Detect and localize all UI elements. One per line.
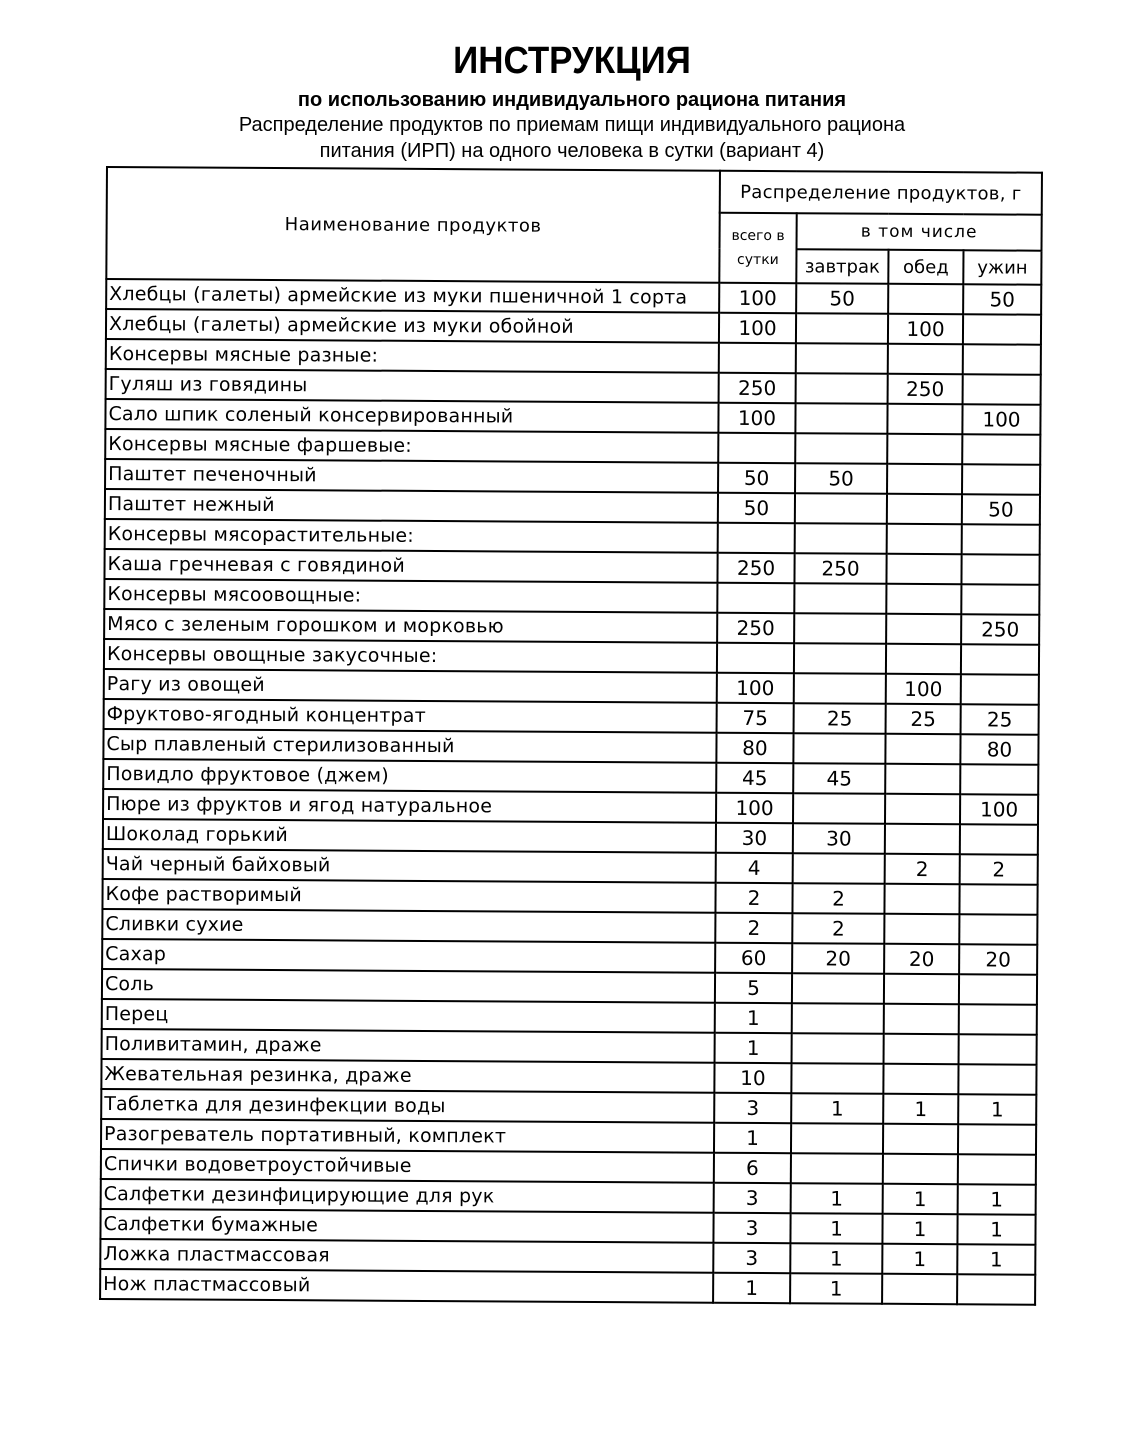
product-name-cell: Сыр плавленый стерилизованный — [103, 729, 716, 763]
lunch-cell — [887, 494, 962, 524]
breakfast-cell: 1 — [790, 1273, 882, 1304]
total-cell: 50 — [718, 463, 795, 493]
lunch-cell — [888, 344, 963, 374]
dinner-cell: 1 — [957, 1214, 1035, 1244]
total-cell: 100 — [718, 403, 795, 433]
total-cell: 30 — [716, 823, 793, 853]
product-name-cell: Рагу из овощей — [104, 669, 717, 703]
document-header — [0, 38, 1144, 164]
breakfast-cell — [796, 373, 888, 404]
product-name-cell: Жевательная резинка, драже — [101, 1059, 714, 1093]
dinner-cell: 250 — [961, 614, 1039, 644]
product-name-cell: Консервы мясные фаршевые: — [105, 429, 718, 463]
total-cell: 1 — [715, 1033, 792, 1063]
product-name-cell: Консервы мясные разные: — [106, 339, 719, 373]
product-name-cell: Повидло фруктовое (джем) — [103, 759, 716, 793]
lunch-cell — [886, 584, 961, 614]
dinner-cell — [961, 674, 1039, 704]
product-name-cell: Паштет печеночный — [105, 459, 718, 493]
breakfast-cell — [791, 1063, 883, 1094]
breakfast-cell — [794, 613, 886, 644]
breakfast-cell — [795, 433, 887, 464]
dinner-cell — [960, 824, 1038, 854]
lunch-cell — [884, 884, 959, 914]
total-cell: 100 — [717, 673, 794, 703]
breakfast-cell — [791, 1153, 883, 1184]
dinner-cell — [959, 884, 1037, 914]
lunch-cell: 25 — [886, 704, 961, 734]
product-name-cell: Фруктово-ягодный концентрат — [104, 699, 717, 733]
dinner-cell — [963, 344, 1041, 374]
breakfast-cell — [794, 583, 886, 614]
breakfast-cell: 30 — [793, 823, 885, 854]
dinner-cell: 25 — [961, 704, 1039, 734]
total-cell: 2 — [715, 883, 792, 913]
lunch-cell — [882, 1274, 957, 1304]
dinner-cell — [962, 434, 1040, 464]
dinner-cell — [961, 554, 1039, 584]
table-body — [100, 279, 1041, 1305]
dinner-cell: 50 — [962, 494, 1040, 524]
total-cell: 100 — [719, 313, 796, 343]
table-row — [100, 1269, 1035, 1305]
column-header-lunch: обед — [888, 250, 963, 284]
total-cell: 80 — [716, 733, 793, 763]
lunch-cell — [884, 914, 959, 944]
total-cell: 45 — [716, 763, 793, 793]
lunch-cell: 1 — [882, 1214, 957, 1244]
lunch-cell: 100 — [888, 314, 963, 344]
total-cell: 60 — [715, 943, 792, 973]
product-name-cell: Сливки сухие — [102, 909, 715, 943]
breakfast-cell — [795, 493, 887, 524]
breakfast-cell: 45 — [793, 763, 885, 794]
product-name-cell: Поливитамин, драже — [102, 1029, 715, 1063]
lunch-cell — [886, 644, 961, 674]
product-name-cell: Консервы мясорастительные: — [105, 519, 718, 553]
lunch-cell — [885, 824, 960, 854]
total-cell: 5 — [715, 973, 792, 1003]
dinner-cell: 80 — [960, 734, 1038, 764]
document-description-line2: питания (ИРП) на одного человека в сутки (вариант 4) — [319, 140, 825, 162]
lunch-cell — [887, 524, 962, 554]
breakfast-cell: 250 — [794, 553, 886, 584]
total-cell — [717, 643, 794, 673]
breakfast-cell: 1 — [791, 1183, 883, 1214]
product-name-cell: Хлебцы (галеты) армейские из муки пшеничной 1 сорта — [106, 279, 719, 313]
lunch-cell — [885, 794, 960, 824]
product-name-cell: Консервы мясоовощные: — [104, 579, 717, 613]
column-header-total-line1: всего в — [731, 227, 785, 245]
total-cell: 3 — [714, 1183, 791, 1213]
breakfast-cell — [796, 343, 888, 374]
breakfast-cell: 50 — [795, 463, 887, 494]
total-cell: 50 — [718, 493, 795, 523]
lunch-cell — [887, 404, 962, 434]
product-name-cell: Перец — [102, 999, 715, 1033]
total-cell: 3 — [714, 1093, 791, 1123]
lunch-cell — [883, 1124, 958, 1154]
total-cell — [718, 433, 795, 463]
dinner-cell: 2 — [960, 854, 1038, 884]
column-header-distribution: Распределение продуктов, г — [720, 171, 1042, 215]
product-name-cell: Чай черный байховый — [103, 849, 716, 883]
product-name-cell: Сахар — [102, 939, 715, 973]
breakfast-cell — [794, 643, 886, 674]
total-cell: 6 — [714, 1153, 791, 1183]
document-description-line1: Распределение продуктов по приемам пищи индивидуального рациона — [238, 114, 906, 136]
lunch-cell — [884, 974, 959, 1004]
product-name-cell: Мясо с зеленым горошком и морковью — [104, 609, 717, 643]
column-header-total-line2: сутки — [737, 251, 779, 269]
dinner-cell — [959, 974, 1037, 1004]
lunch-cell — [885, 764, 960, 794]
dinner-cell — [959, 1034, 1037, 1064]
total-cell: 1 — [713, 1273, 790, 1303]
product-name-cell: Пюре из фруктов и ягод натуральное — [103, 789, 716, 823]
breakfast-cell — [792, 973, 884, 1004]
column-header-dinner: ужин — [963, 250, 1041, 284]
breakfast-cell: 2 — [792, 913, 884, 944]
header-row-1 — [107, 167, 1042, 215]
breakfast-cell — [795, 523, 887, 554]
product-name-cell: Шоколад горький — [103, 819, 716, 853]
ration-distribution-table — [99, 166, 1043, 1306]
product-name-cell: Разогреватель портативный, комплект — [101, 1119, 714, 1153]
product-name-cell: Консервы овощные закусочные: — [104, 639, 717, 673]
breakfast-cell — [791, 1123, 883, 1154]
product-name-cell: Кофе растворимый — [102, 879, 715, 913]
breakfast-cell: 2 — [792, 883, 884, 914]
breakfast-cell — [792, 1033, 884, 1064]
product-name-cell: Соль — [102, 969, 715, 1003]
breakfast-cell — [793, 733, 885, 764]
dinner-cell — [959, 914, 1037, 944]
product-name-cell: Паштет нежный — [105, 489, 718, 523]
dinner-cell — [959, 1004, 1037, 1034]
lunch-cell — [884, 1004, 959, 1034]
product-name-cell: Ложка пластмассовая — [100, 1239, 713, 1273]
breakfast-cell — [793, 853, 885, 884]
lunch-cell: 20 — [884, 944, 959, 974]
product-name-cell: Салфетки бумажные — [100, 1209, 713, 1243]
product-name-cell: Гуляш из говядины — [106, 369, 719, 403]
lunch-cell — [886, 554, 961, 584]
product-name-cell: Салфетки дезинфицирующие для рук — [101, 1179, 714, 1213]
breakfast-cell — [796, 313, 888, 344]
lunch-cell: 2 — [885, 854, 960, 884]
dinner-cell: 20 — [959, 944, 1037, 974]
dinner-cell — [962, 464, 1040, 494]
breakfast-cell: 25 — [794, 703, 886, 734]
breakfast-cell: 1 — [790, 1243, 882, 1274]
breakfast-cell: 1 — [790, 1213, 882, 1244]
product-name-cell: Таблетка для дезинфекции воды — [101, 1089, 714, 1123]
total-cell: 1 — [715, 1003, 792, 1033]
column-header-total — [719, 213, 796, 283]
dinner-cell — [962, 524, 1040, 554]
dinner-cell — [957, 1274, 1035, 1304]
lunch-cell — [884, 1034, 959, 1064]
dinner-cell: 1 — [957, 1244, 1035, 1274]
dinner-cell — [963, 374, 1041, 404]
lunch-cell: 1 — [883, 1094, 958, 1124]
total-cell: 250 — [717, 553, 794, 583]
total-cell: 4 — [716, 853, 793, 883]
total-cell: 250 — [717, 613, 794, 643]
total-cell: 250 — [719, 373, 796, 403]
dinner-cell — [963, 314, 1041, 344]
lunch-cell — [883, 1154, 958, 1184]
breakfast-cell — [795, 403, 887, 434]
dinner-cell: 1 — [958, 1094, 1036, 1124]
column-header-breakfast: завтрак — [796, 249, 888, 284]
breakfast-cell — [794, 673, 886, 704]
table-header — [106, 167, 1042, 285]
lunch-cell: 1 — [883, 1184, 958, 1214]
dinner-cell — [958, 1154, 1036, 1184]
lunch-cell — [886, 614, 961, 644]
total-cell: 100 — [716, 793, 793, 823]
total-cell: 75 — [717, 703, 794, 733]
lunch-cell — [887, 464, 962, 494]
breakfast-cell: 1 — [791, 1093, 883, 1124]
breakfast-cell — [792, 1003, 884, 1034]
total-cell: 10 — [714, 1063, 791, 1093]
breakfast-cell: 20 — [792, 943, 884, 974]
document-title: ИНСТРУКЦИЯ — [453, 40, 691, 82]
product-name-cell: Сало шпик соленый консервированный — [105, 399, 718, 433]
breakfast-cell: 50 — [796, 283, 888, 314]
total-cell: 100 — [719, 283, 796, 313]
lunch-cell — [888, 284, 963, 314]
document-subtitle: по использованию индивидуального рациона питания — [297, 89, 847, 111]
dinner-cell — [960, 764, 1038, 794]
total-cell: 2 — [715, 913, 792, 943]
dinner-cell: 100 — [962, 404, 1040, 434]
total-cell — [719, 343, 796, 373]
product-name-cell: Хлебцы (галеты) армейские из муки обойной — [106, 309, 719, 343]
breakfast-cell — [793, 793, 885, 824]
dinner-cell — [961, 644, 1039, 674]
lunch-cell: 250 — [888, 374, 963, 404]
column-header-including: в том числе — [797, 213, 1042, 250]
column-header-name: Наименование продуктов — [106, 167, 720, 283]
lunch-cell — [883, 1064, 958, 1094]
dinner-cell — [961, 584, 1039, 614]
lunch-cell: 1 — [882, 1244, 957, 1274]
lunch-cell: 100 — [886, 674, 961, 704]
total-cell: 3 — [713, 1243, 790, 1273]
total-cell: 1 — [714, 1123, 791, 1153]
total-cell — [718, 523, 795, 553]
total-cell: 3 — [713, 1213, 790, 1243]
dinner-cell — [958, 1064, 1036, 1094]
product-name-cell: Спички водоветроустойчивые — [101, 1149, 714, 1183]
dinner-cell — [958, 1124, 1036, 1154]
total-cell — [717, 583, 794, 613]
lunch-cell — [885, 734, 960, 764]
dinner-cell: 1 — [958, 1184, 1036, 1214]
product-name-cell: Нож пластмассовый — [100, 1269, 713, 1303]
dinner-cell: 50 — [963, 284, 1041, 314]
product-name-cell: Каша гречневая с говядиной — [104, 549, 717, 583]
lunch-cell — [887, 434, 962, 464]
dinner-cell: 100 — [960, 794, 1038, 824]
